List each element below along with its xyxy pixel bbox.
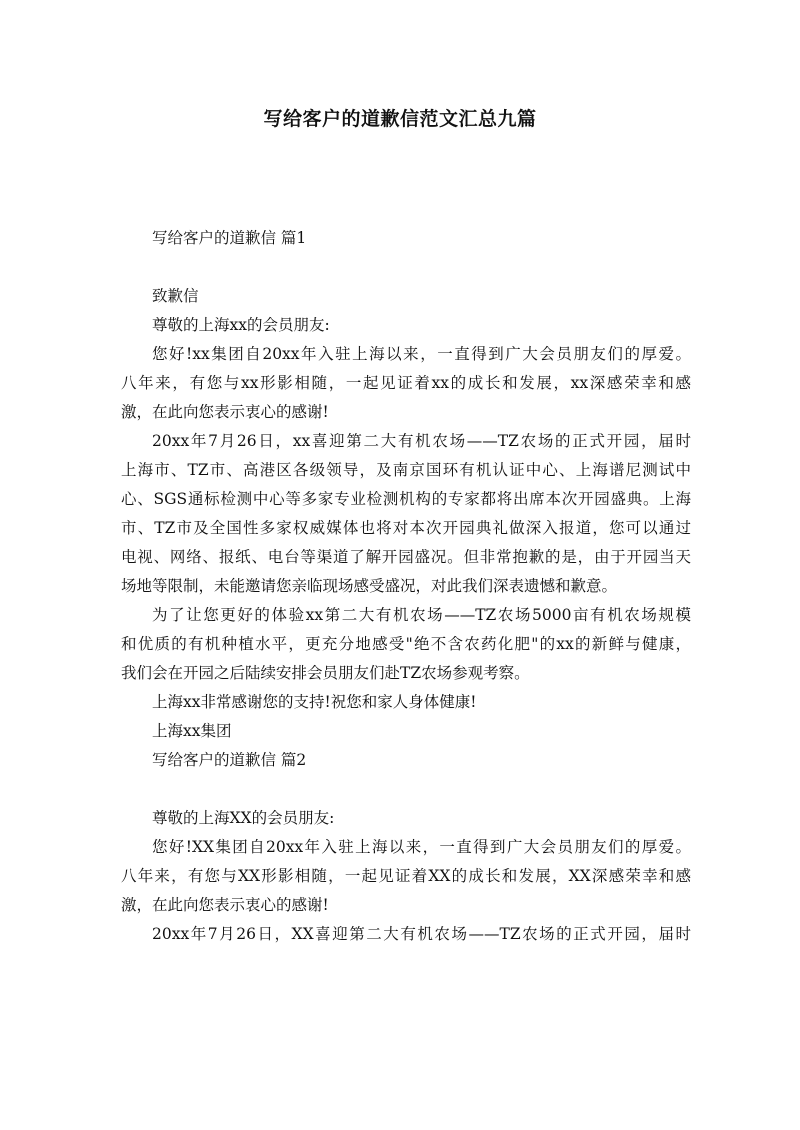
paragraph-line: 市、TZ市及全国性多家权威媒体也将对本次开园典礼做深入报道，您可以通过 — [121, 519, 691, 537]
section-1 — [121, 224, 691, 949]
paragraph-line: 电视、网络、报纸、电台等渠道了解开园盛况。但非常抱歉的是，由于开园当天 — [121, 548, 691, 566]
closing-line: 上海xx非常感谢您的支持!祝您和家人身体健康! — [152, 693, 477, 711]
paragraph-line: 为了让您更好的体验xx第二大有机农场——TZ农场5000亩有机农场规模 — [152, 606, 691, 624]
paragraph-line: 20xx年7月26日，XX喜迎第二大有机农场——TZ农场的正式开园，届时 — [152, 925, 691, 943]
paragraph-line: 您好!XX集团自20xx年入驻上海以来，一直得到广大会员朋友们的厚爱。 — [152, 838, 691, 856]
paragraph-line: 20xx年7月26日，xx喜迎第二大有机农场——TZ农场的正式开园，届时 — [152, 432, 691, 450]
paragraph-line: 上海市、TZ市、高港区各级领导，及南京国环有机认证中心、上海谱尼测试中 — [121, 461, 691, 479]
paragraph-line: 激，在此向您表示衷心的感谢! — [121, 403, 329, 421]
document-title: 写给客户的道歉信范文汇总九篇 — [263, 108, 537, 130]
paragraph-line: 和优质的有机种植水平，更充分地感受"绝不含农药化肥"的xx的新鲜与健康， — [121, 635, 691, 653]
paragraph-line: 场地等限制，未能邀请您亲临现场感受盛况，对此我们深表遗憾和歉意。 — [121, 577, 618, 595]
salutation-1: 尊敬的上海xx的会员朋友: — [152, 316, 330, 334]
paragraph-line: 您好!xx集团自20xx年入驻上海以来，一直得到广大会员朋友们的厚爱。 — [152, 345, 691, 363]
signature: 上海xx集团 — [152, 722, 232, 740]
paragraph-line: 八年来，有您与xx形影相随，一起见证着xx的成长和发展，xx深感荣幸和感 — [121, 374, 691, 392]
paragraph-line: 激，在此向您表示衷心的感谢! — [121, 896, 329, 914]
salutation-2: 尊敬的上海XX的会员朋友: — [152, 809, 335, 827]
section-heading-1: 写给客户的道歉信 篇1 — [152, 229, 307, 247]
section-heading-2: 写给客户的道歉信 篇2 — [152, 751, 307, 769]
paragraph-line: 心、SGS通标检测中心等多家专业检测机构的专家都将出席本次开园盛典。上海 — [121, 490, 691, 508]
letter-subject: 致歉信 — [152, 287, 199, 305]
paragraph-line: 我们会在开园之后陆续安排会员朋友们赴TZ农场参观考察。 — [121, 664, 530, 682]
paragraph-line: 八年来，有您与XX形影相随，一起见证着XX的成长和发展，XX深感荣幸和感 — [121, 867, 691, 885]
